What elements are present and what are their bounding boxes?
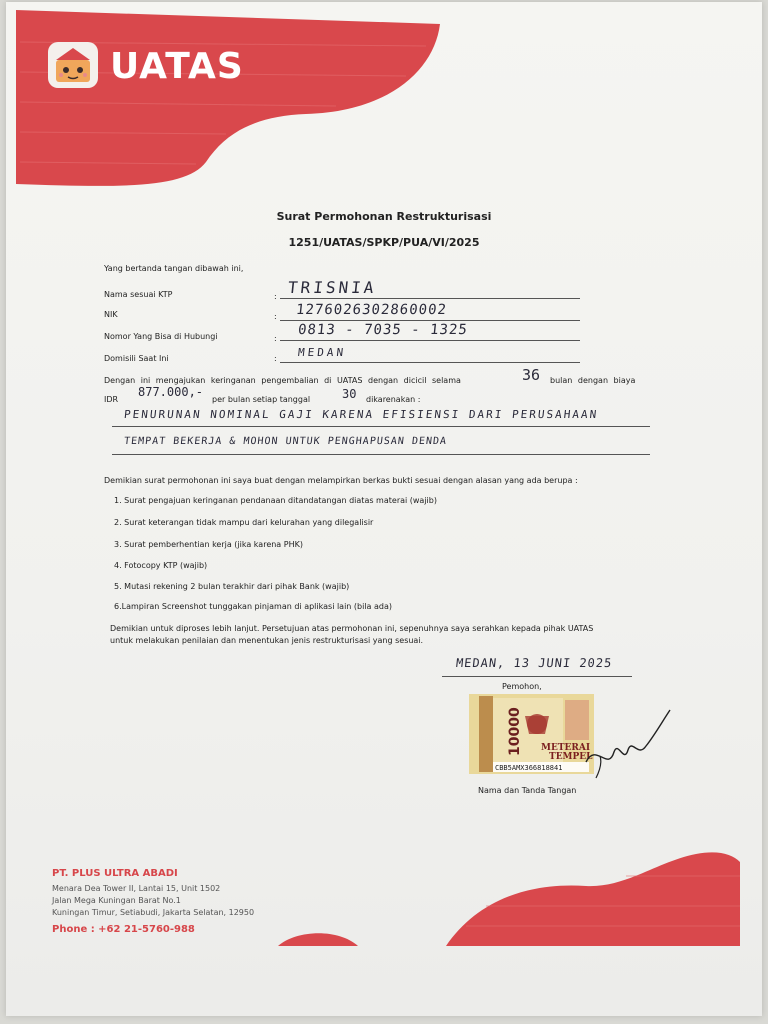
brand-name: UATAS: [110, 46, 244, 87]
address-line: Jalan Mega Kuningan Barat No.1: [52, 896, 181, 905]
field-colon: :: [274, 334, 277, 343]
field-label-name: Nama sesuai KTP: [104, 290, 173, 299]
field-colon: :: [274, 354, 277, 363]
letter-number: 1251/UATAS/SPKP/PUA/VI/2025: [288, 236, 480, 249]
closing-text-2: untuk melakukan penilaian dan menentukan jenis restrukturisasi yang sesuai.: [110, 636, 424, 645]
field-colon: :: [274, 292, 277, 301]
closing-text-1: Demikian untuk diproses lebih lanjut. Persetujuan atas permohonan ini, sepenuhnya saya serahkan kepada pihak UATAS: [110, 624, 594, 633]
stamp-label-2: TEMPEL: [549, 752, 593, 762]
attachment-item: 3. Surat pemberhentian kerja (jika karena PHK): [114, 540, 303, 549]
attachment-item: 1. Surat pengajuan keringanan pendanaan ditandatangan diatas materai (wajib): [114, 496, 437, 505]
attachment-item: 5. Mutasi rekening 2 bulan terakhir dari pihak Bank (wajib): [114, 582, 350, 591]
stamp-value: 10000: [507, 707, 523, 756]
intro-text: Yang bertanda tangan dibawah ini,: [104, 264, 244, 273]
letter-page: [6, 2, 762, 1016]
signature-caption: Nama dan Tanda Tangan: [478, 786, 577, 795]
request-text-4: dikarenakan :: [366, 395, 421, 404]
field-value-domicile: MEDAN: [297, 346, 347, 359]
letter-title: Surat Permohonan Restrukturisasi: [276, 210, 492, 223]
due-day-value: 30: [342, 387, 357, 401]
request-text-1: Dengan ini mengajukan keringanan pengembalian di UATAS dengan dicicil selama: [104, 376, 461, 385]
request-text-2: bulan dengan biaya: [550, 376, 636, 385]
field-label-phone: Nomor Yang Bisa di Hubungi: [104, 332, 218, 341]
field-value-nik: 1276026302860002: [295, 302, 448, 318]
address-line: Menara Dea Tower II, Lantai 15, Unit 1502: [52, 884, 221, 893]
request-text-3: per bulan setiap tanggal: [212, 395, 311, 404]
field-label-domicile: Domisili Saat Ini: [104, 354, 169, 363]
field-label-nik: NIK: [104, 310, 118, 319]
applicant-label: Pemohon,: [502, 682, 542, 691]
stamp-serial: CBB5AMX366818841: [495, 764, 563, 772]
company-phone: Phone : +62 21-5760-988: [52, 924, 195, 935]
installments-value: 36: [522, 366, 541, 384]
attachments-intro: Demikian surat permohonan ini saya buat dengan melampirkan berkas bukti sesuai dengan alasan yang ada berupa :: [104, 476, 578, 485]
idr-label: IDR: [104, 395, 119, 404]
field-value-phone: 0813 - 7035 - 1325: [297, 322, 469, 338]
place-date: MEDAN, 13 JUNI 2025: [455, 656, 614, 670]
field-value-name: TRISNIA: [287, 278, 378, 297]
footer-banner: [6, 2, 762, 1016]
attachment-item: 6.Lampiran Screenshot tunggakan pinjaman di aplikasi lain (bila ada): [114, 602, 393, 611]
reason-line-1: PENURUNAN NOMINAL GAJI KARENA EFISIENSI DARI PERUSAHAAN: [123, 408, 599, 421]
address-line: Kuningan Timur, Setiabudi, Jakarta Selatan, 12950: [52, 908, 255, 917]
company-name: PT. PLUS ULTRA ABADI: [52, 868, 178, 879]
attachment-item: 4. Fotocopy KTP (wajib): [114, 561, 208, 570]
attachment-item: 2. Surat keterangan tidak mampu dari kelurahan yang dilegalisir: [114, 518, 374, 527]
field-colon: :: [274, 312, 277, 321]
amount-value: 877.000,-: [138, 385, 204, 399]
stamp-label-1: METERAI: [541, 743, 591, 753]
reason-line-2: TEMPAT BEKERJA & MOHON UNTUK PENGHAPUSAN DENDA: [123, 436, 448, 447]
